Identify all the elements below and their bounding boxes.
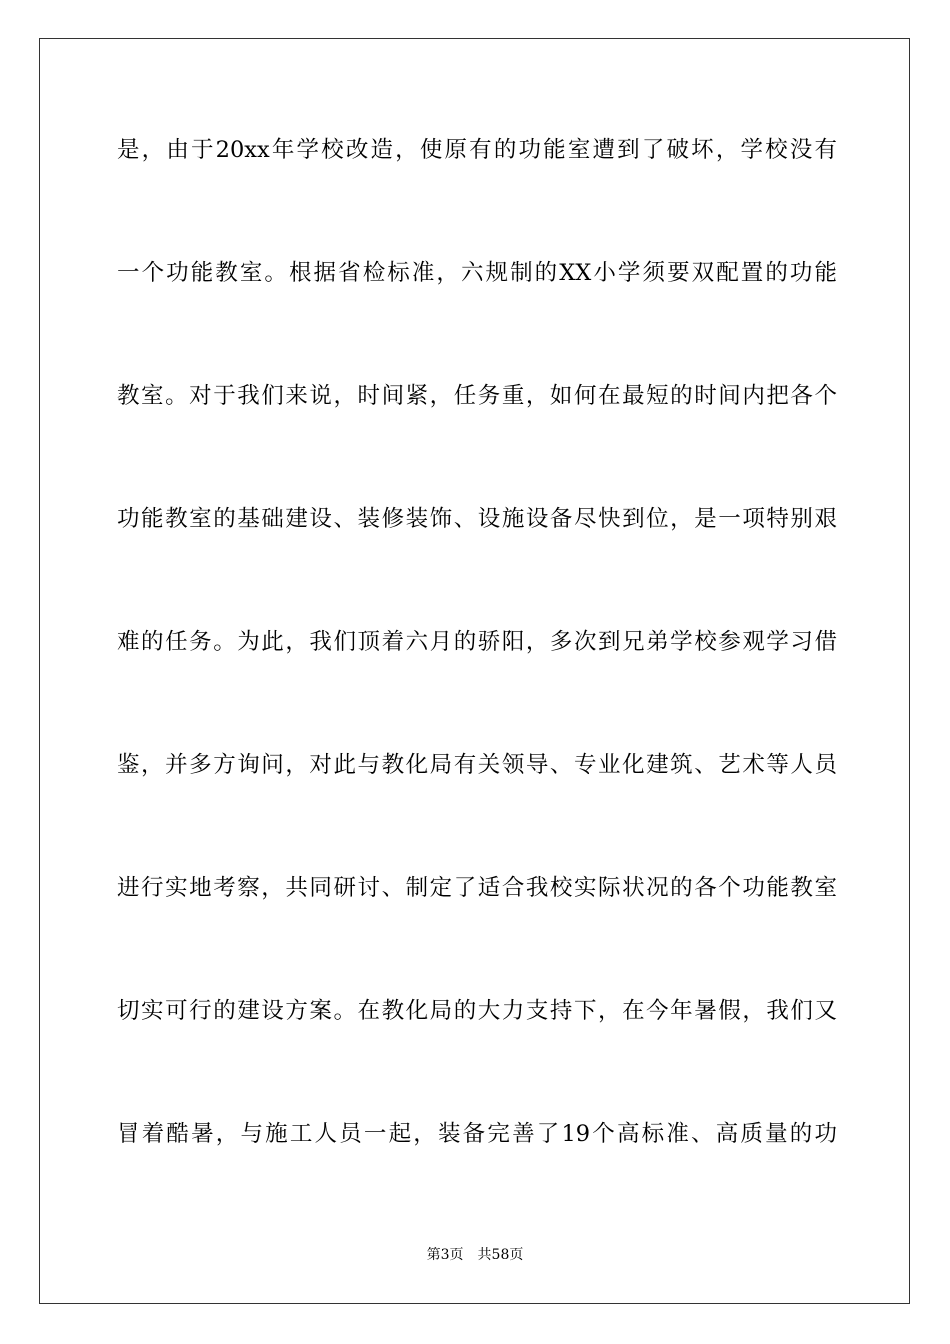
body-text-line: 一个功能教室。根据省检标准，六规制的XX小学须要双配置的功能 <box>117 260 837 286</box>
page-total: 共58页 <box>477 1247 524 1263</box>
body-text-line: 鉴，并多方询问，对此与教化局有关领导、专业化建筑、艺术等人员 <box>117 752 837 778</box>
body-text-line: 是，由于20xx年学校改造，使原有的功能室遭到了破坏，学校没有 <box>117 137 837 163</box>
body-text-line: 教室。对于我们来说，时间紧，任务重，如何在最短的时间内把各个 <box>117 383 837 409</box>
body-text-line: 进行实地考察，共同研讨、制定了适合我校实际状况的各个功能教室 <box>117 875 837 901</box>
page-footer <box>0 1246 950 1264</box>
page-number: 第3页 <box>426 1247 464 1263</box>
body-text-line: 功能教室的基础建设、装修装饰、设施设备尽快到位，是一项特别艰 <box>117 506 837 532</box>
body-text-line: 难的任务。为此，我们顶着六月的骄阳，多次到兄弟学校参观学习借 <box>117 629 837 655</box>
body-text-line: 冒着酷暑，与施工人员一起，装备完善了19个高标准、高质量的功 <box>117 1121 837 1147</box>
body-text-line: 切实可行的建设方案。在教化局的大力支持下，在今年暑假，我们又 <box>117 998 837 1024</box>
page-border <box>39 38 910 1304</box>
